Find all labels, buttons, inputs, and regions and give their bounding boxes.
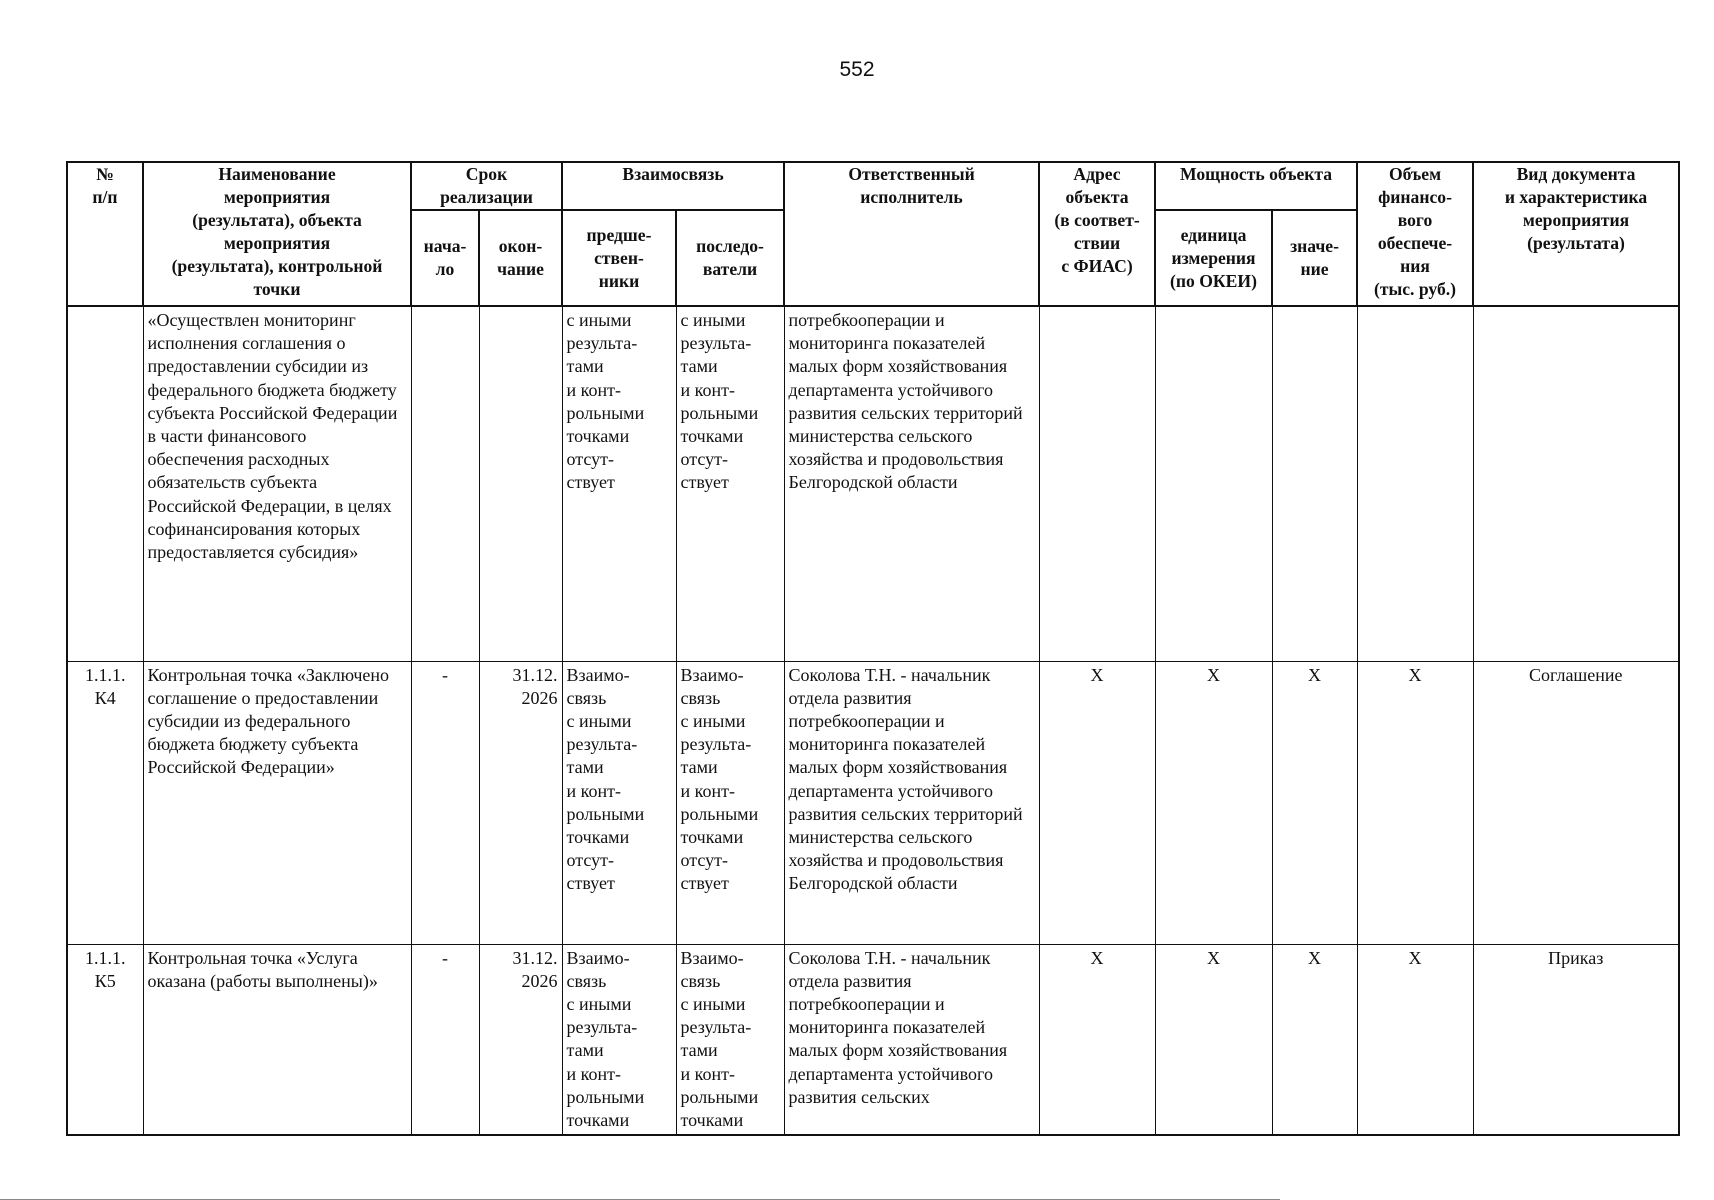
cell-pred: с иными результа- тами и конт- рольными точками отсут- ствует: [562, 306, 676, 661]
header-link: Взаимосвязь: [562, 162, 784, 210]
cell-funding: Х: [1357, 944, 1473, 1135]
table-row: [67, 306, 1679, 661]
cell-responsible: Соколова Т.Н. - начальник отдела развития потребкооперации и мониторинга показателей малых форм хозяйствования департамента устойчивого развития сельских территорий министерства сельского хозяйства и продовольствия Белгородской области: [784, 661, 1039, 944]
cell-doc: [1473, 306, 1679, 661]
cell-address: [1039, 306, 1155, 661]
header-doc-type: Вид документа и характеристика мероприятия (результата): [1473, 162, 1679, 306]
page-number: 552: [839, 58, 875, 81]
cell-address: Х: [1039, 944, 1155, 1135]
cell-end: [479, 306, 562, 661]
cell-doc: Приказ: [1473, 944, 1679, 1135]
cell-pred: Взаимо- связь с иными результа- тами и конт- рольными точками отсут- ствует: [562, 661, 676, 944]
header-term: Срок реализации: [411, 162, 562, 210]
cell-num: [67, 306, 143, 661]
cell-name: «Осуществлен мониторинг исполнения соглашения о предоставлении субсидии из федерального бюджета бюджету субъекта Российской Федерации в части финансового обеспечения расходных обязательств субъекта Российской Федерации, в целях софинансирования которых предоставляется субсидия»: [143, 306, 411, 661]
cell-value: Х: [1272, 661, 1357, 944]
header-term-start: нача- ло: [411, 210, 479, 306]
cell-responsible: Соколова Т.Н. - начальник отдела развития потребкооперации и мониторинга показателей малых форм хозяйствования департамента устойчивого развития сельских: [784, 944, 1039, 1135]
header-responsible: Ответственный исполнитель: [784, 162, 1039, 306]
header-capacity-value: значе- ние: [1272, 210, 1357, 306]
cell-funding: [1357, 306, 1473, 661]
cell-value: Х: [1272, 944, 1357, 1135]
cell-pred: Взаимо- связь с иными результа- тами и конт- рольными точками: [562, 944, 676, 1135]
cell-start: -: [411, 661, 479, 944]
cell-end: 31.12. 2026: [479, 661, 562, 944]
plan-table: [66, 161, 1680, 1136]
header-address: Адрес объекта (в соответ- ствии с ФИАС): [1039, 162, 1155, 306]
table-row: [67, 944, 1679, 1135]
header-funding: Объем финансо- вого обеспече- ния (тыс. руб.): [1357, 162, 1473, 306]
cell-num: 1.1.1. К5: [67, 944, 143, 1135]
header-name: Наименование мероприятия (результата), объекта мероприятия (результата), контрольной точки: [143, 162, 411, 306]
cell-start: -: [411, 944, 479, 1135]
cell-succ: Взаимо- связь с иными результа- тами и конт- рольными точками: [676, 944, 784, 1135]
cell-name: Контрольная точка «Заключено соглашение о предоставлении субсидии из федерального бюджета бюджету субъекта Российской Федерации»: [143, 661, 411, 944]
header-num: № п/п: [67, 162, 143, 306]
cell-unit: Х: [1155, 661, 1272, 944]
header-link-succ: последо- ватели: [676, 210, 784, 306]
cell-end: 31.12. 2026: [479, 944, 562, 1135]
cell-name: Контрольная точка «Услуга оказана (работы выполнены)»: [143, 944, 411, 1135]
cell-value: [1272, 306, 1357, 661]
cell-funding: Х: [1357, 661, 1473, 944]
header-capacity-unit: единица измерения (по ОКЕИ): [1155, 210, 1272, 306]
header-term-end: окон- чание: [479, 210, 562, 306]
cell-address: Х: [1039, 661, 1155, 944]
cell-num: 1.1.1. К4: [67, 661, 143, 944]
header-link-pred: предше- ствен- ники: [562, 210, 676, 306]
cell-unit: Х: [1155, 944, 1272, 1135]
cell-start: [411, 306, 479, 661]
cell-unit: [1155, 306, 1272, 661]
cell-succ: с иными результа- тами и конт- рольными точками отсут- ствует: [676, 306, 784, 661]
cell-succ: Взаимо- связь с иными результа- тами и конт- рольными точками отсут- ствует: [676, 661, 784, 944]
header-capacity: Мощность объекта: [1155, 162, 1357, 210]
cell-doc: Соглашение: [1473, 661, 1679, 944]
table-row: [67, 661, 1679, 944]
cell-responsible: потребкооперации и мониторинга показателей малых форм хозяйствования департамента устойчивого развития сельских территорий министерства сельского хозяйства и продовольствия Белгородской области: [784, 306, 1039, 661]
